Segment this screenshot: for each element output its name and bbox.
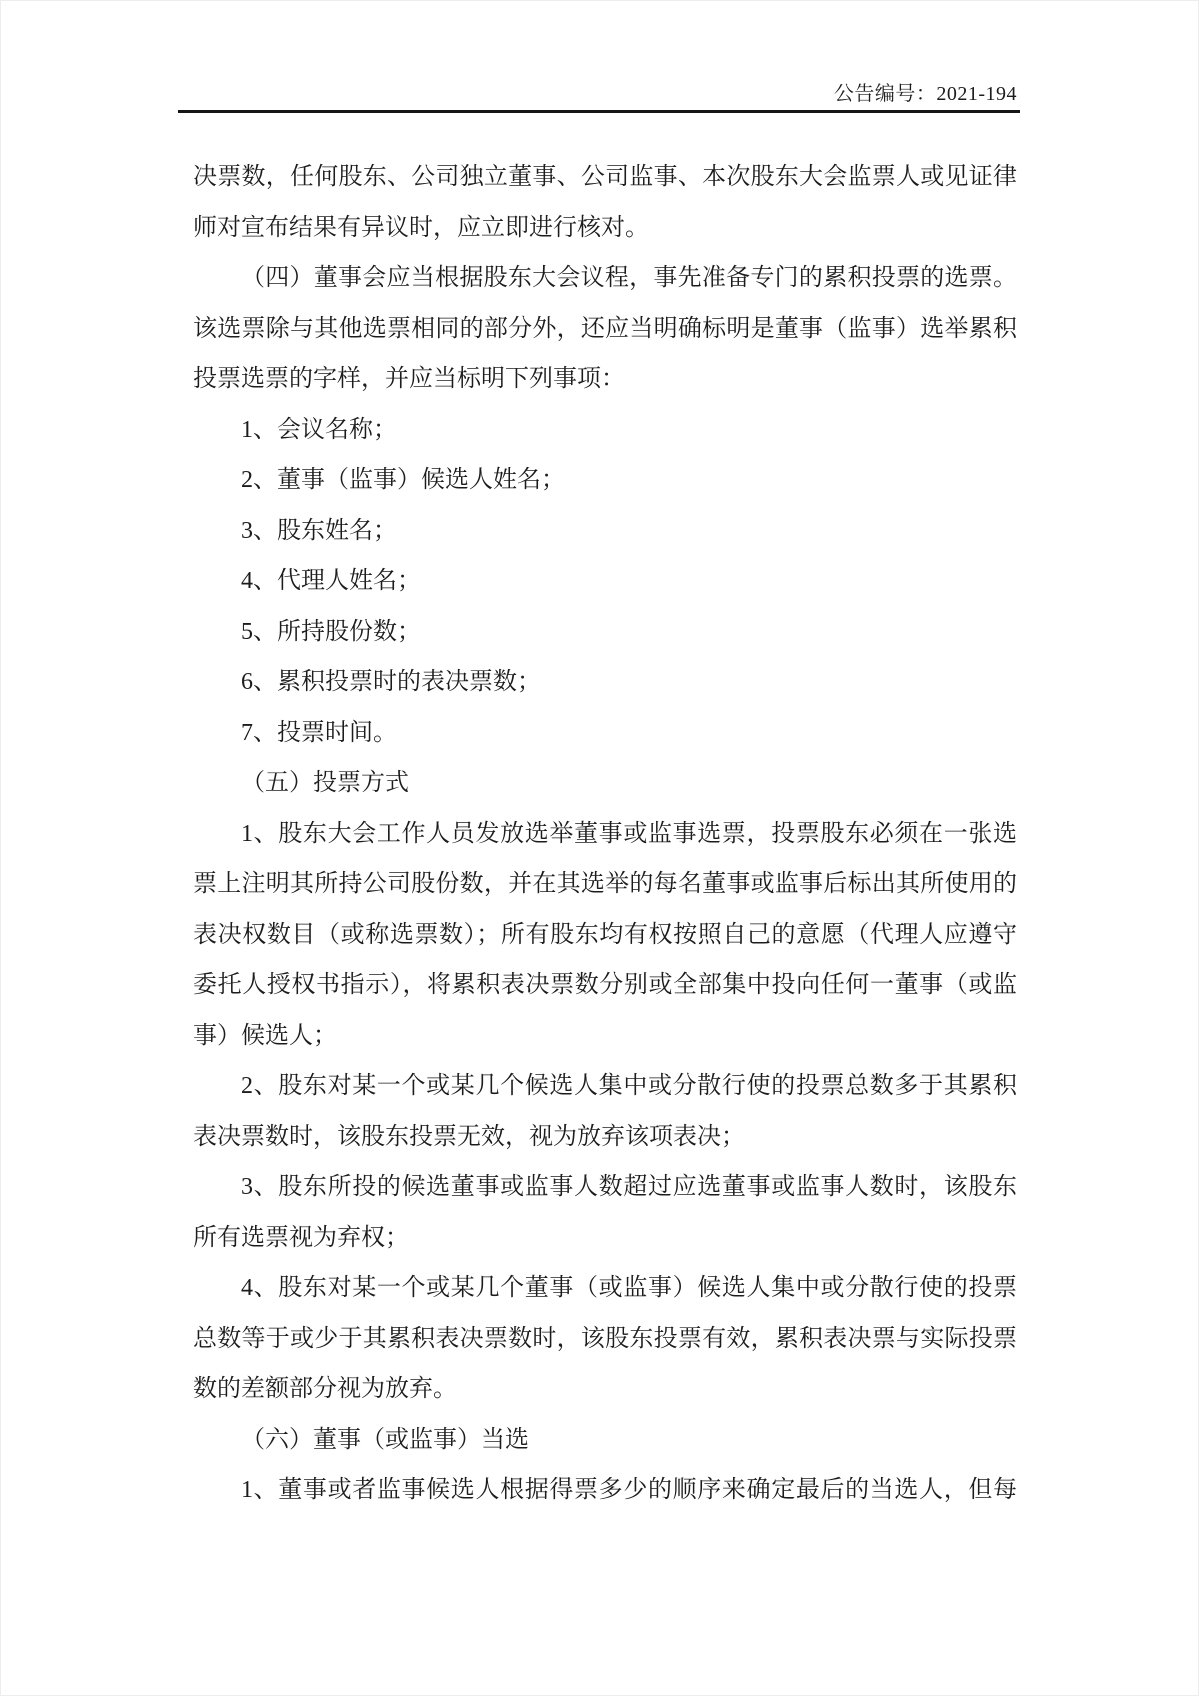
text-line: 6、累积投票时的表决票数； bbox=[241, 669, 541, 695]
text-line: 数的差额部分视为放弃。 bbox=[193, 1376, 457, 1402]
header-divider bbox=[178, 110, 1020, 113]
text-line: （五）投票方式 bbox=[241, 770, 409, 796]
notice-number: 公告编号：2021-194 bbox=[833, 83, 1017, 105]
document-body bbox=[193, 152, 1017, 1516]
text-line: 5、所持股份数； bbox=[241, 618, 421, 645]
text-line: 1、董事或者监事候选人根据得票多少的顺序来确定最后的当选人，但每 bbox=[241, 1477, 1017, 1503]
text-line: 3、股东姓名； bbox=[241, 517, 397, 544]
text-line: 7、投票时间。 bbox=[241, 719, 397, 746]
text-line: 1、股东大会工作人员发放选举董事或监事选票，投票股东必须在一张选 bbox=[241, 820, 1017, 847]
text-line: 2、董事（监事）候选人姓名； bbox=[241, 467, 565, 493]
text-line: 委托人授权书指示），将累积表决票数分别或全部集中投向任何一董事（或监 bbox=[193, 972, 1017, 998]
text-line: （四）董事会应当根据股东大会议程，事先准备专门的累积投票的选票。 bbox=[241, 265, 1017, 291]
text-line: 投票选票的字样，并应当标明下列事项： bbox=[193, 366, 625, 392]
text-line: 所有选票视为弃权； bbox=[193, 1224, 409, 1251]
text-line: 1、会议名称； bbox=[241, 416, 397, 443]
text-line: （六）董事（或监事）当选 bbox=[241, 1426, 529, 1453]
text-line: 师对宣布结果有异议时，应立即进行核对。 bbox=[193, 214, 649, 241]
text-line: 表决权数目（或称选票数）；所有股东均有权按照自己的意愿（代理人应遵守 bbox=[193, 921, 1017, 948]
text-line: 事）候选人； bbox=[193, 1022, 337, 1049]
text-line: 决票数，任何股东、公司独立董事、公司监事、本次股东大会监票人或见证律 bbox=[193, 164, 1017, 190]
text-line: 4、股东对某一个或某几个董事（或监事）候选人集中或分散行使的投票 bbox=[241, 1275, 1017, 1301]
text-line: 该选票除与其他选票相同的部分外，还应当明确标明是董事（监事）选举累积 bbox=[193, 315, 1017, 342]
text-line: 票上注明其所持公司股份数，并在其选举的每名董事或监事后标出其所使用的 bbox=[193, 871, 1017, 897]
text-line: 4、代理人姓名； bbox=[241, 568, 421, 594]
text-line: 3、股东所投的候选董事或监事人数超过应选董事或监事人数时，该股东 bbox=[241, 1174, 1017, 1200]
text-line: 表决票数时，该股东投票无效，视为放弃该项表决； bbox=[193, 1123, 745, 1150]
text-line: 2、股东对某一个或某几个候选人集中或分散行使的投票总数多于其累积 bbox=[241, 1073, 1017, 1099]
text-line: 总数等于或少于其累积表决票数时，该股东投票有效，累积表决票与实际投票 bbox=[193, 1325, 1017, 1352]
